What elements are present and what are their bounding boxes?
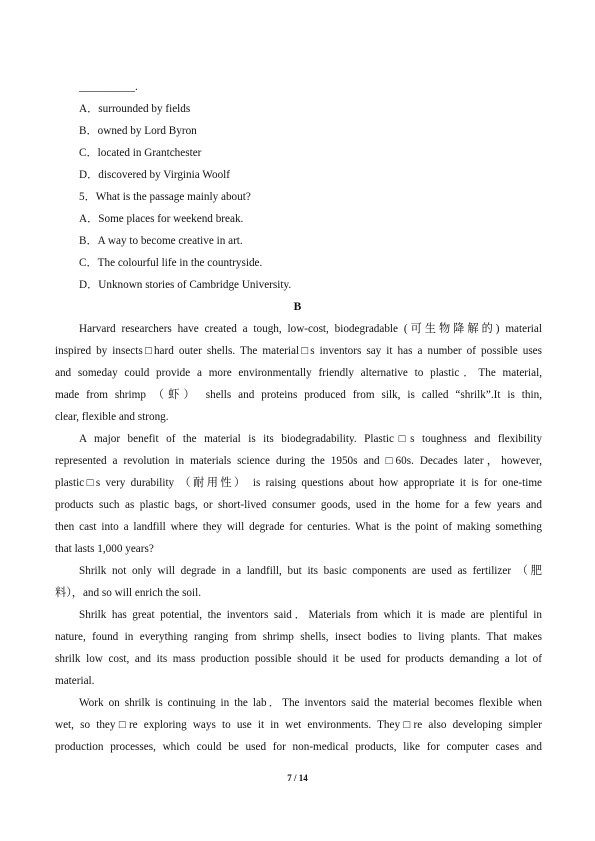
q5-option-c: C．The colourful life in the countryside. [79, 257, 263, 269]
answer-blank-line: __________. [79, 81, 138, 93]
paragraph-line: A major benefit of the material is its biodegradability. Plastic□s toughness and flexibility [79, 433, 542, 445]
section-title: B [293, 301, 302, 313]
paragraph-line: material. [55, 675, 95, 687]
paragraph-line: products such as plastic bags, or short-lived consumer goods, used in the home for a few years and [55, 499, 542, 511]
paragraph-line: production processes, which could be used for non-medical products, like for computer cases and [55, 741, 542, 753]
paragraph-line: inspired by insects□hard outer shells. The material□s inventors say it has a number of possible uses [55, 345, 542, 357]
paragraph-line: Work on shrilk is continuing in the lab．The inventors said the material becomes flexible when [79, 697, 542, 709]
paragraph-line: plastic□s very durability （耐用性） is raising questions about how appropriate it is for one-time [55, 477, 542, 489]
paragraph-line: and someday could provide a more environmentally friendly alternative to plastic．The material, [55, 367, 542, 379]
paragraph-line: shrilk low cost, and its mass production possible should it be used for products demanding a lot of [55, 653, 542, 665]
q5-option-d: D．Unknown stories of Cambridge University. [79, 279, 292, 291]
q4-option-c: C．located in Grantchester [79, 147, 202, 159]
q5-option-a: A．Some places for weekend break. [79, 213, 244, 225]
paragraph-line: 料），and so will enrich the soil. [55, 587, 202, 599]
paragraph-line: then cast into a landfill where they will degrade for centuries. What is the point of making something [55, 521, 542, 533]
paragraph-line: nature, found in everything ranging from shrimp shells, insect bodies to living plants. That makes [55, 631, 542, 643]
paragraph-line: Shrilk has great potential, the inventors said．Materials from which it is made are plentiful in [79, 609, 542, 621]
paragraph-line: made from shrimp （虾） shells and proteins produced from silk, is called “shrilk”.It is thin, [55, 389, 542, 401]
q5-option-b: B．A way to become creative in art. [79, 235, 243, 247]
paragraph-line: wet, so they□re exploring ways to use it in wet environments. They□re also developing simpler [55, 719, 542, 731]
page-number: 7 / 14 [287, 773, 308, 783]
q4-option-a: A．surrounded by fields [79, 103, 191, 115]
q4-option-b: B．owned by Lord Byron [79, 125, 197, 137]
paragraph-line: represented a revolution in materials science during the 1950s and □60s. Decades later，however, [55, 455, 542, 467]
paragraph-line: Harvard researchers have created a tough, low-cost, biodegradable (可生物降解的) material [79, 323, 542, 335]
paragraph-line: Shrilk not only will degrade in a landfill, but its basic components are used as fertilizer （肥 [79, 565, 542, 577]
paragraph-line: clear, flexible and strong. [55, 411, 169, 423]
paragraph-line: that lasts 1,000 years? [55, 543, 154, 555]
q5-stem: 5．What is the passage mainly about? [79, 191, 251, 203]
q4-option-d: D．discovered by Virginia Woolf [79, 169, 230, 181]
